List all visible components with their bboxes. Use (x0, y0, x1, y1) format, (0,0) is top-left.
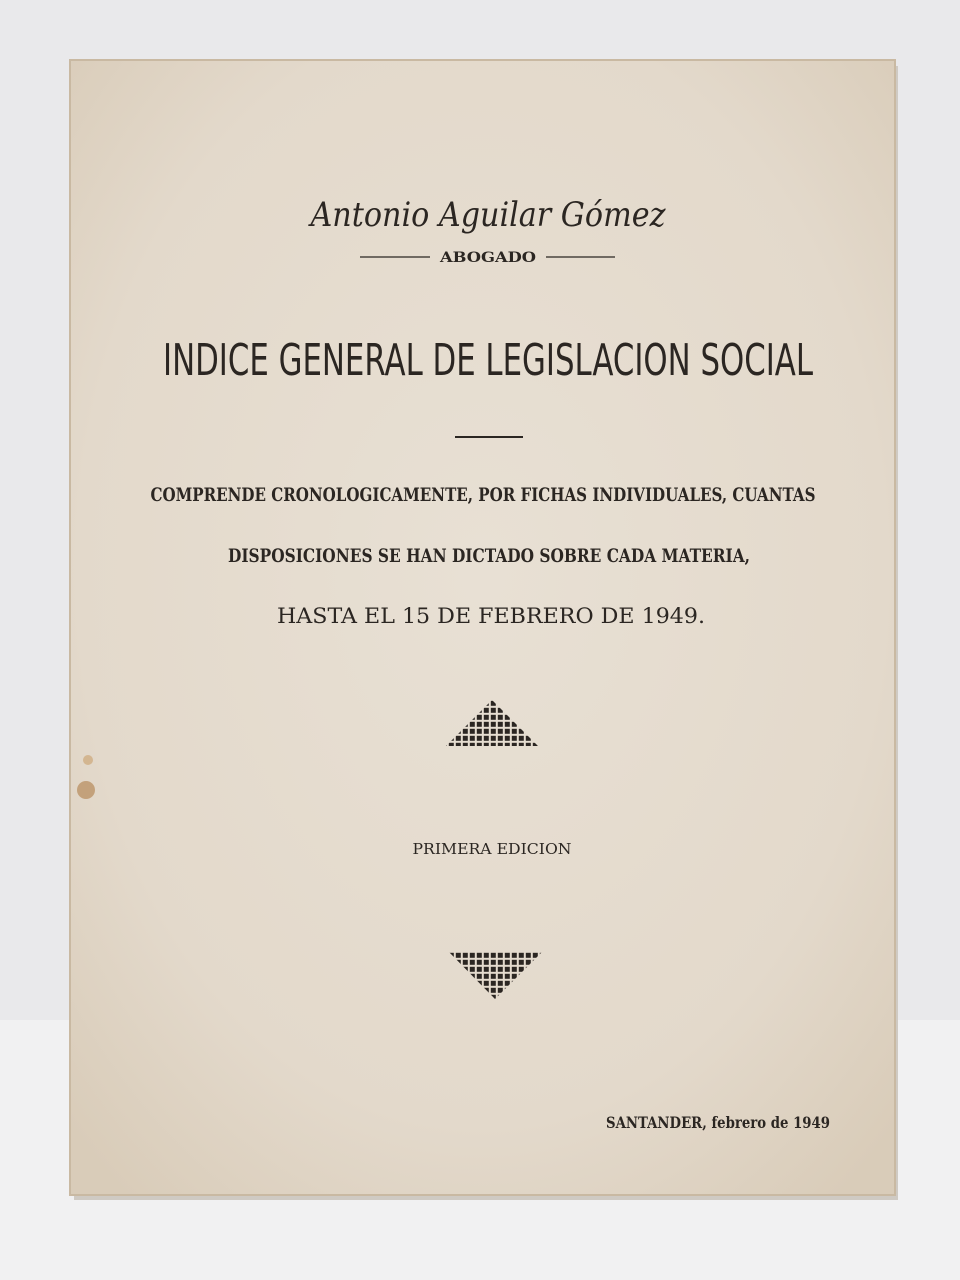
author-profession: ABOGADO (438, 250, 536, 266)
author-name: Antonio Aguilar Gómez (307, 195, 667, 235)
subtitle-line-2: DISPOSICIONES SE HAN DICTADO SOBRE CADA MATERIA, (228, 545, 750, 567)
subtitle-line-1: COMPRENDE CRONOLOGICAMENTE, POR FICHAS INDIVIDUALES, CUANTAS (150, 484, 816, 506)
subtitle-line-3: HASTA EL 15 DE FEBRERO DE 1949. (277, 604, 705, 628)
book-title: INDICE GENERAL DE LEGISLACION SOCIAL (163, 335, 814, 386)
edition: PRIMERA EDICION (412, 840, 572, 858)
imprint: SANTANDER, febrero de 1949 (606, 1113, 830, 1132)
stain (77, 781, 95, 799)
